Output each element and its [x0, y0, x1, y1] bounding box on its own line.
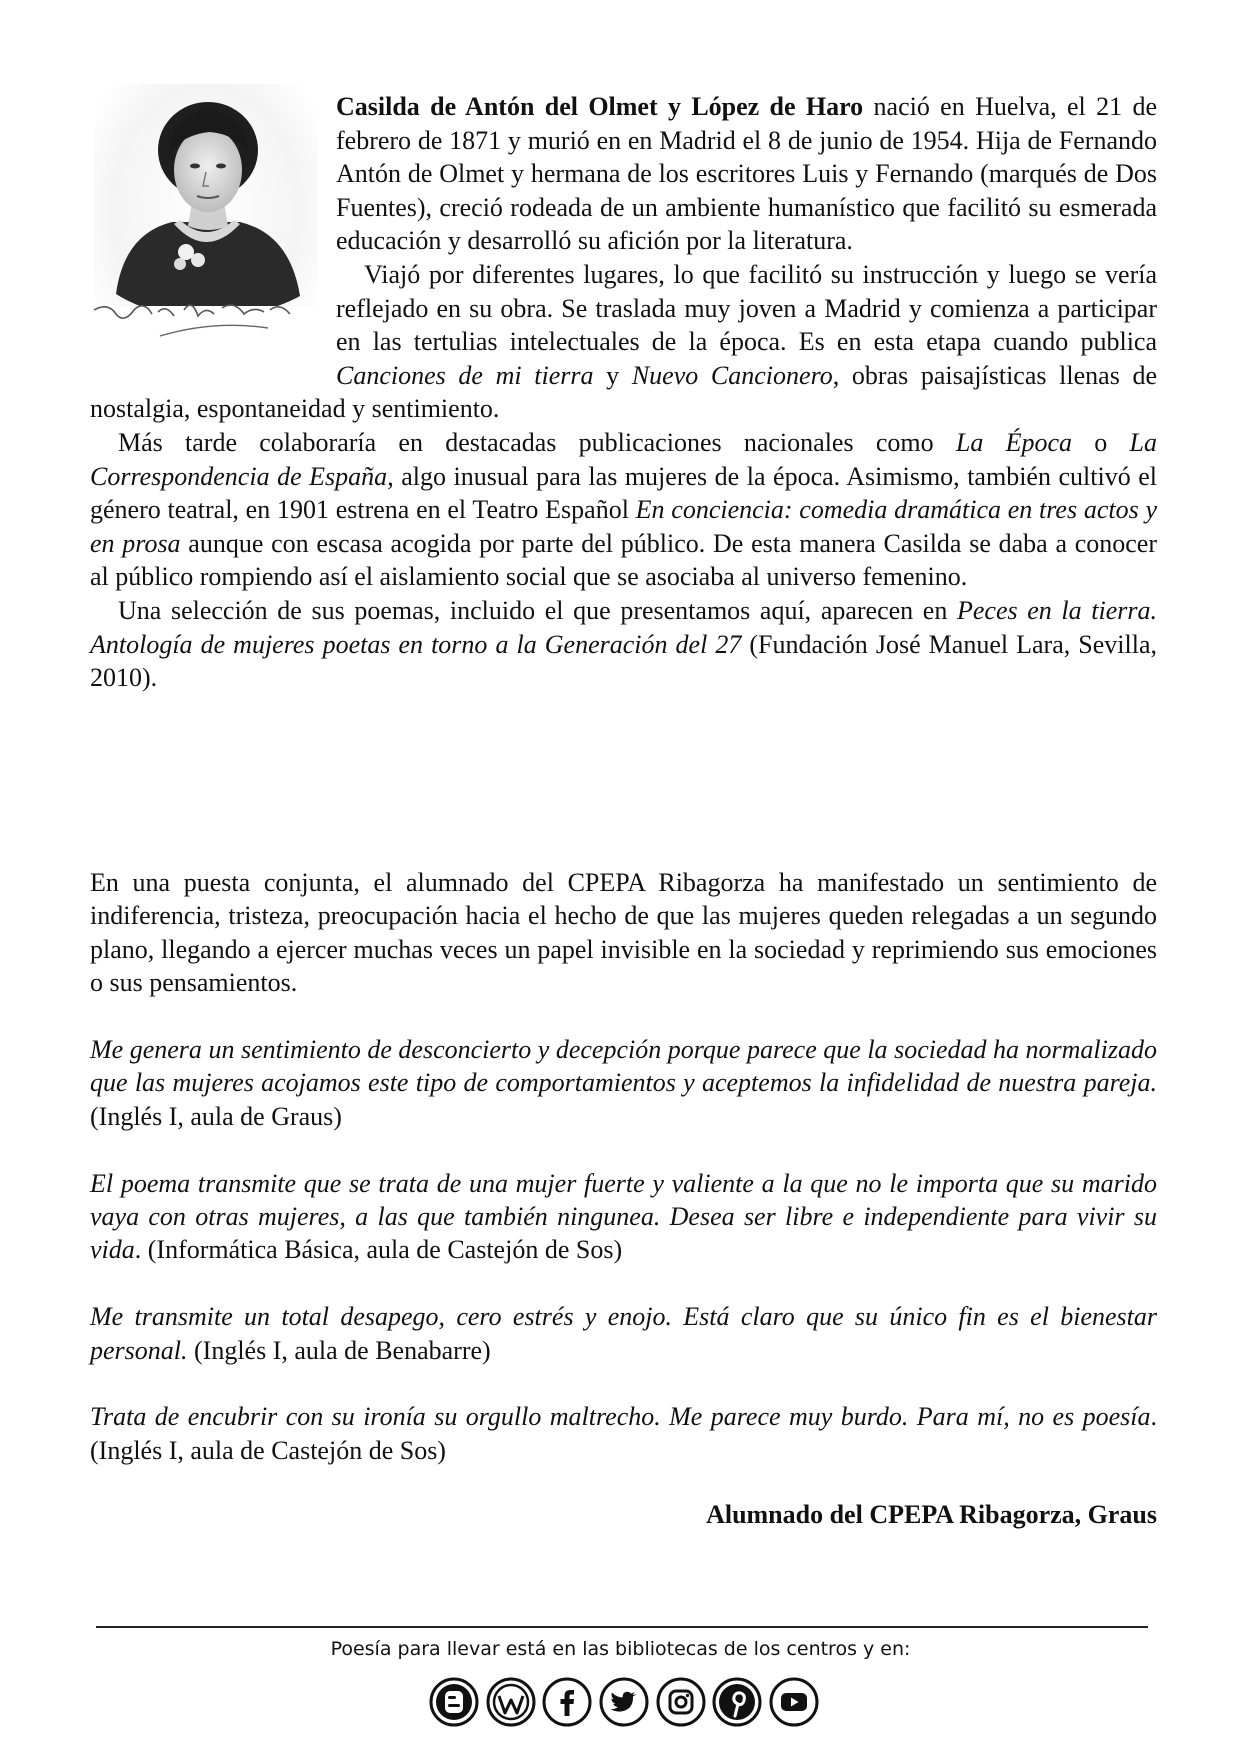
- bio-p3-text-c: , algo inusual para las mujeres de la época. Asimismo, también cultivó el género teatral, en 1901 estrena en el Teatro Español: [90, 461, 1157, 525]
- comments-intro: En una puesta conjunta, el alumnado del CPEPA Ribagorza ha manifestado un sentimiento de indiferencia, tristeza, preocupación hacia el hecho de que las mujeres queden relegadas a un segundo plano, llegando a ejercer muchas veces un papel invisible en la sociedad y reprimiendo sus emociones o sus pensamientos.: [90, 868, 1157, 998]
- wordpress-icon[interactable]: [485, 1676, 537, 1728]
- pinterest-icon[interactable]: [711, 1676, 763, 1728]
- comment-1: [90, 1033, 1157, 1133]
- comment-4: [90, 1400, 1157, 1467]
- blogger-icon[interactable]: [428, 1676, 480, 1728]
- bio-p2-text-b: y: [593, 360, 632, 390]
- biography: [90, 90, 1157, 695]
- bio-paragraph-4: [90, 594, 1157, 695]
- comment-3: [90, 1300, 1157, 1367]
- footer-text: Poesía para llevar está en las bibliotecas de los centros y en:: [330, 1638, 911, 1660]
- bio-p3-text-a: Más tarde colaboraría en destacadas publicaciones nacionales como: [118, 427, 956, 457]
- comment-source: (Inglés I, aula de Benabarre): [187, 1335, 491, 1365]
- bio-p3-text-d: aunque con escasa acogida por parte del público. De esta manera Casilda se daba a conocer al público rompiendo así el aislamiento social que se asociaba al universo femenino.: [90, 528, 1158, 592]
- comment-quote: Me transmite un total desapego, cero estrés y enojo. Está claro que su único fin es el bienestar personal.: [90, 1302, 1157, 1365]
- twitter-icon[interactable]: [598, 1676, 650, 1728]
- bio-paragraph-3: [90, 426, 1157, 594]
- bio-p4-text-a: Una selección de sus poemas, incluido el que presentamos aquí, aparecen en: [118, 595, 957, 625]
- bio-p2-text-c: , obras paisajísticas llenas de nostalgia, espontaneidad y sentimiento.: [90, 360, 1158, 424]
- comment-source: (Inglés I, aula de Graus): [90, 1101, 342, 1131]
- book-title-canciones: Canciones de mi tierra: [336, 360, 594, 390]
- comment-2: [90, 1167, 1157, 1267]
- footer-divider: [96, 1626, 1148, 1628]
- bio-p3-text-b: o: [1072, 427, 1130, 457]
- bio-p1-text: nació en Huelva, el 21 de febrero de 1871 y murió en en Madrid el 8 de junio de 1954. Hija de Fernando Antón de Olmet y hermana de los escritores Luis y Fernando (marqués de Dos Fuentes), creció rodeada de un ambiente humanístico que facilitó su esmerada educación y desarrolló su afición por la literatura.: [336, 92, 1157, 256]
- bio-p4-text-b: (Fundación José Manuel Lara, Sevilla, 2010).: [90, 629, 1157, 693]
- youtube-icon[interactable]: [768, 1676, 820, 1728]
- comment-quote: El poema transmite que se trata de una mujer fuerte y valiente a la que no le importa que su marido vaya con otras mujeres, a las que también ningunea. Desea ser libre e independiente para vivir su vida: [90, 1168, 1157, 1265]
- play-title: En conciencia: comedia dramática en tres actos y en prosa: [90, 495, 1157, 558]
- author-name: Casilda de Antón del Olmet y López de Haro: [336, 92, 864, 121]
- book-title-nuevo-cancionero: Nuevo Cancionero: [631, 360, 833, 390]
- facebook-icon[interactable]: [541, 1676, 593, 1728]
- comment-quote: Me genera un sentimiento de desconcierto y decepción porque parece que la sociedad ha normalizado que las mujeres acojamos este tipo de comportamientos y aceptemos la infidelidad de nuestra pareja.: [90, 1035, 1157, 1098]
- comment-source: . (Informática Básica, aula de Castejón de Sos): [134, 1235, 623, 1265]
- publication-la-correspondencia: La Correspondencia de España: [90, 427, 1157, 491]
- instagram-icon[interactable]: [655, 1676, 707, 1728]
- comment-source: . (Inglés I, aula de Castejón de Sos): [90, 1402, 1157, 1465]
- social-links: [428, 1674, 820, 1730]
- anthology-title: Peces en la tierra. Antología de mujeres poetas en torno a la Generación del 27: [90, 595, 1157, 659]
- comment-quote: Trata de encubrir con su ironía su orgullo maltrecho. Me parece muy burdo. Para mí, no es poesía: [90, 1402, 1151, 1432]
- bio-p2-text-a: Viajó por diferentes lugares, lo que facilitó su instrucción y luego se vería reflejado en su obra. Se traslada muy joven a Madrid y comienza a participar en las tertulias intelectuales de la época. Es en esta etapa cuando publica: [336, 259, 1157, 357]
- student-comments: [90, 866, 1157, 1467]
- publication-la-epoca: La Época: [955, 427, 1072, 457]
- portrait-spacer: [90, 90, 336, 376]
- comments-signature: Alumnado del CPEPA Ribagorza, Graus: [706, 1500, 1157, 1529]
